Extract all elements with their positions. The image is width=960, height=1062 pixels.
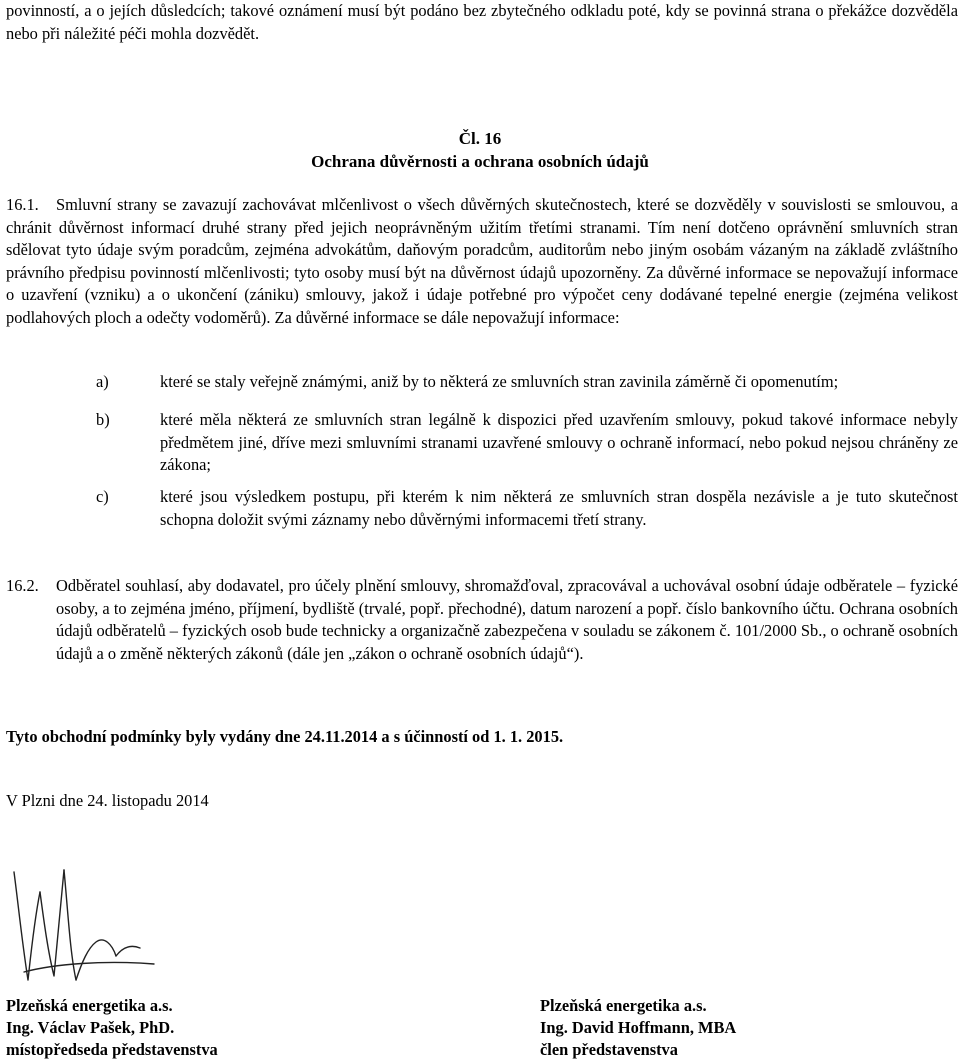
signatory-name: Ing. David Hoffmann, MBA xyxy=(540,1018,737,1037)
section-16-2 xyxy=(6,575,958,665)
section-text: Odběratel souhlasí, aby dodavatel, pro účely plnění smlouvy, shromažďoval, zpracovával a uchovával osobní údaje odběratele – fyzické osoby, a to zejména jméno, příjmení, bydliště (trvalé, popř. přechodné), datum narození a popř. číslo bankovního účtu. Ochrana osobních údajů odběratelů – fyzických osob bude technicky a organizačně zabezpečena v souladu se zákonem č. 101/2000 Sb., o ochraně osobních údajů a o změně některých zákonů (dále jen „zákon o ochraně osobních údajů“). xyxy=(56,576,958,663)
article-number: Čl. 16 xyxy=(458,129,502,148)
signatory-company: Plzeňská energetika a.s. xyxy=(540,996,707,1015)
signatory-right xyxy=(540,995,736,1061)
signatory-left xyxy=(6,995,218,1061)
section-16-1 xyxy=(6,194,958,329)
list-item xyxy=(6,409,958,477)
list-item-mark: b) xyxy=(96,410,110,429)
signatory-company: Plzeňská energetika a.s. xyxy=(6,996,173,1015)
handwritten-signature xyxy=(4,852,174,992)
section-number: 16.2. xyxy=(6,576,39,595)
list-item-mark: c) xyxy=(96,487,109,506)
signatory-name: Ing. Václav Pašek, PhD. xyxy=(6,1018,175,1037)
place-date: V Plzni dne 24. listopadu 2014 xyxy=(6,791,209,810)
signatory-role: člen představenstva xyxy=(540,1040,678,1059)
article-title: Ochrana důvěrnosti a ochrana osobních údajů xyxy=(311,152,649,171)
intro-paragraph: povinností, a o jejích důsledcích; takové oznámení musí být podáno bez zbytečného odkladu poté, kdy se povinná strana o překážce dozvěděla nebo při náležité péči mohla dozvědět. xyxy=(6,1,958,43)
signatory-role: místopředseda představenstva xyxy=(6,1040,218,1059)
effective-statement: Tyto obchodní podmínky byly vydány dne 24.11.2014 a s účinností od 1. 1. 2015. xyxy=(6,727,564,746)
list-item-mark: a) xyxy=(96,372,109,391)
list-item-text: které se staly veřejně známými, aniž by to některá ze smluvních stran zavinila záměrně či opomenutím; xyxy=(160,372,839,391)
list-item xyxy=(6,486,958,531)
list-item-text: které měla některá ze smluvních stran legálně k dispozici před uzavřením smlouvy, pokud takové informace nebyly předmětem jiné, dříve mezi smluvními stranami uzavřené smlouvy o ochraně informací, nebo pokud nejsou chráněny ze zákona; xyxy=(160,410,958,474)
section-text: Smluvní strany se zavazují zachovávat mlčenlivost o všech důvěrných skutečnostech, které se dozvěděly v souvislosti se smlouvou, a chránit důvěrnost informací druhé strany před jejich neoprávněným užitím třetími stranami. Tím není dotčeno oprávnění smluvních stran sdělovat tyto údaje svým poradcům, zejména advokátům, daňovým poradcům, auditorům nebo jiným osobám vázaným na základě zvláštního právního předpisu povinností mlčenlivosti; tyto osoby musí být na důvěrnost údajů upozorněny. Za důvěrné informace se nepovažují informace o uzavření (vzniku) a o ukončení (zániku) smlouvy, jakož i údaje potřebné pro výpočet ceny dodávané tepelné energie (zejména velikost podlahových ploch a odečty vodoměrů). Za důvěrné informace se dále nepovažují informace: xyxy=(6,195,958,327)
section-number: 16.1. xyxy=(6,195,39,214)
list-item xyxy=(6,371,958,394)
list-item-text: které jsou výsledkem postupu, při kterém k nim některá ze smluvních stran dospěla nezávisle a je tuto skutečnost schopna doložit svými záznamy nebo důvěrnými informacemi třetí strany. xyxy=(160,487,958,529)
